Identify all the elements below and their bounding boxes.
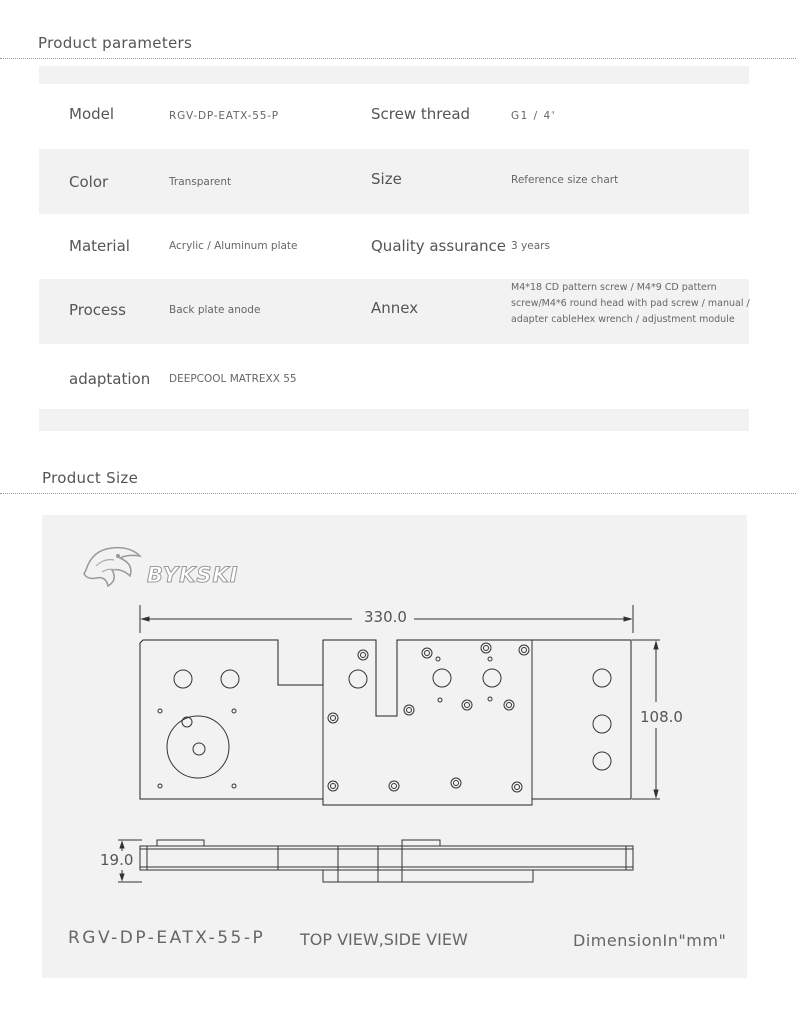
parameters-title: Product parameters <box>38 34 193 52</box>
param-label-2: Screw thread <box>371 105 471 123</box>
param-value: Transparent <box>169 176 232 188</box>
param-value-2: Reference size chart <box>511 174 619 186</box>
view-caption: TOP VIEW,SIDE VIEW <box>300 930 468 949</box>
param-label-2: Quality assurance <box>371 237 507 255</box>
param-row-material <box>39 214 749 279</box>
param-label-2: Annex <box>371 299 419 317</box>
param-row-color <box>39 149 749 214</box>
table-bottom-bar <box>39 409 749 431</box>
parameters-divider <box>0 58 796 59</box>
height-dimension: 108.0 <box>640 708 683 726</box>
param-label: Process <box>69 301 126 319</box>
brand-name: BYKSKI <box>147 563 239 587</box>
param-value-2: 3 years <box>511 240 550 252</box>
param-value-2: M4*18 CD pattern screw / M4*9 CD pattern screw/M4*6 round head with pad screw / manual / adapter cableHex wrench / adjustment module <box>511 282 750 325</box>
units-caption: DimensionIn"mm" <box>573 931 727 950</box>
technical-drawing <box>42 515 747 978</box>
param-label: adaptation <box>69 370 151 388</box>
size-title: Product Size <box>42 469 139 487</box>
table-top-bar <box>39 66 749 84</box>
param-label-2: Size <box>371 170 402 188</box>
param-value: Acrylic / Aluminum plate <box>169 240 298 252</box>
param-label: Color <box>69 173 109 191</box>
param-row-adaptation <box>39 344 749 409</box>
param-label: Model <box>69 105 115 123</box>
param-value: DEEPCOOL MATREXX 55 <box>169 373 297 385</box>
thickness-dimension: 19.0 <box>100 851 134 869</box>
param-row-model <box>39 84 749 149</box>
model-caption: RGV-DP-EATX-55-P <box>68 928 266 948</box>
size-divider <box>0 493 796 494</box>
param-value: RGV-DP-EATX-55-P <box>169 110 279 122</box>
width-dimension: 330.0 <box>364 608 407 626</box>
dimension-drawing <box>42 515 747 978</box>
param-value: Back plate anode <box>169 304 261 316</box>
param-label: Material <box>69 237 130 255</box>
param-row-process <box>39 279 749 344</box>
param-value-2: G1 / 4' <box>511 110 557 122</box>
